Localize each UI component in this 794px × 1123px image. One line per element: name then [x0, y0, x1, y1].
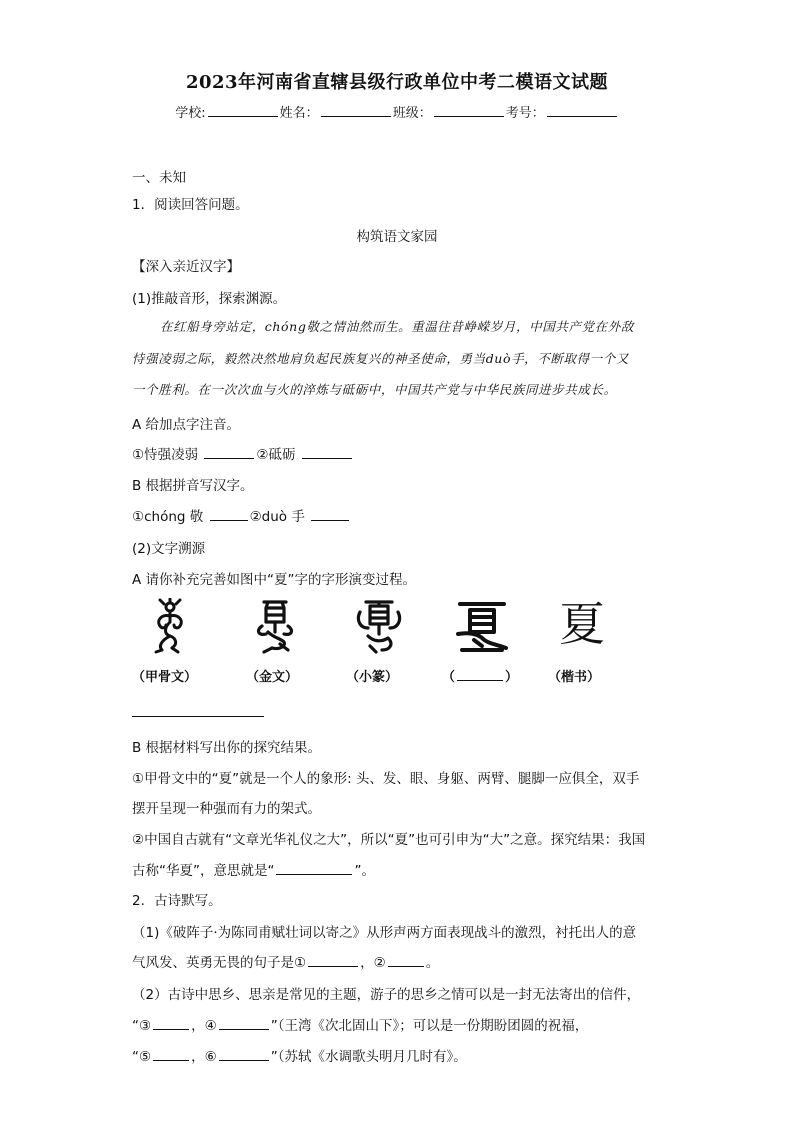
caption-regular-script: （楷书）	[548, 670, 601, 685]
school-label: 学校:	[175, 106, 206, 121]
answer-blank[interactable]	[219, 1047, 269, 1061]
material-2-line-2	[132, 859, 375, 879]
q2-sub1-line-1: （1)《破阵子·为陈同甫赋壮词以寄之》从形声两方面表现战斗的激烈，衬托出人的意	[132, 925, 637, 941]
answer-blank[interactable]	[219, 1016, 269, 1030]
q2-sub2-text-a: “③	[132, 1018, 152, 1034]
caption-open-paren: （	[442, 670, 456, 685]
class-blank[interactable]	[434, 103, 504, 117]
q2-sub1-text-a: 气风发、英勇无畏的句子是①	[132, 955, 307, 971]
passage-line-2: 恃强凌弱之际，毅然决然地肩负起民族复兴的神圣使命，勇当duò手，不断取得一个又	[132, 351, 629, 366]
answer-blank[interactable]	[302, 445, 352, 459]
section-tag: 【深入亲近汉字】	[132, 259, 240, 275]
small-seal-glyph	[350, 598, 410, 654]
answer-blank[interactable]	[153, 1047, 189, 1061]
caption-small-seal: （小篆）	[346, 670, 399, 685]
number-blank[interactable]	[547, 103, 617, 117]
passage-line-1: 在红船身旁站定，chóng敬之情油然而生。重温往昔峥嵘岁月，中国共产党在外敌	[160, 319, 634, 334]
task-A-item-1: ①恃强凌弱	[132, 447, 199, 463]
section-heading: 一、未知	[132, 170, 186, 186]
kaishu-character: 夏	[559, 597, 605, 651]
school-blank[interactable]	[208, 103, 278, 117]
material-1-line-1: ①甲骨文中的“夏”就是一个人的象形: 头、发、眼、身躯、两臂、腿脚一应俱全，双手	[132, 771, 640, 787]
question-1-stem: 1．阅读回答问题。	[132, 197, 249, 213]
bronze-glyph	[246, 598, 306, 654]
part-2-task-B: B 根据材料写出你的探究结果。	[132, 740, 322, 756]
oracle-bone-glyph	[142, 598, 202, 654]
q2-sub2-text-b: ，④	[191, 1018, 217, 1034]
answer-blank[interactable]	[311, 507, 349, 521]
clerical-glyph	[452, 598, 512, 654]
material-1-line-2: 摆开呈现一种强而有力的架式。	[132, 801, 321, 817]
q2-sub2-line-3	[132, 1045, 467, 1065]
task-A-label: A 给加点字注音。	[132, 417, 241, 433]
answer-blank[interactable]	[204, 445, 254, 459]
task-A-item-2: ②砥砺	[256, 447, 296, 463]
name-label: 姓名：	[279, 106, 319, 121]
task-B-item-2: ②duò 手	[249, 509, 305, 525]
answer-blank[interactable]	[276, 861, 352, 875]
answer-blank[interactable]	[153, 1016, 189, 1030]
answer-blank[interactable]	[388, 953, 424, 967]
result-prefix: 古称“华夏”，意思就是“	[132, 863, 275, 879]
q2-sub1-text-b: ，②	[360, 955, 386, 971]
q2-sub2-line-2	[132, 1014, 588, 1034]
task-B-item-1: ①chóng 敬	[132, 509, 204, 525]
part-2-heading: (2)文字溯源	[132, 541, 206, 557]
q2-sub2-text-d: “⑤	[132, 1049, 152, 1065]
answer-blank[interactable]	[457, 667, 503, 681]
exam-title: 2023年河南省直辖县级行政单位中考二模语文试题	[185, 72, 609, 93]
part-1-heading: (1)推敲音形，探索渊源。	[132, 291, 287, 307]
student-info-line	[0, 102, 794, 121]
answer-blank[interactable]	[308, 953, 358, 967]
name-blank[interactable]	[321, 103, 391, 117]
caption-bronze: （金文）	[246, 670, 299, 685]
answer-blank[interactable]	[210, 507, 248, 521]
caption-blank-script	[442, 666, 518, 685]
q2-sub1-text-c: 。	[425, 955, 440, 971]
q2-sub1-line-2	[132, 951, 439, 971]
material-2-line-1: ②中国自古就有“文章光华礼仪之大”，所以“夏”也可引申为“大”之意。探究结果：我国	[132, 832, 646, 848]
caption-close-paren: ）	[505, 670, 519, 685]
task-B-items	[132, 505, 351, 525]
q2-sub2-line-1: （2）古诗中思乡、思亲是常见的主题，游子的思乡之情可以是一封无法寄出的信件，	[132, 987, 641, 1003]
question-2-stem: 2．古诗默写。	[132, 893, 222, 909]
reading-subtitle: 构筑语文家园	[356, 229, 438, 245]
task-B-label: B 根据拼音写汉字。	[132, 478, 254, 494]
result-suffix: ”。	[354, 863, 375, 879]
q2-sub2-text-f: ”（苏轼《水调歌头明月几时有》。	[270, 1049, 467, 1065]
task-A-items	[132, 443, 354, 463]
number-label: 考号：	[505, 106, 545, 121]
q2-sub2-text-e: ，⑥	[191, 1049, 217, 1065]
regular-script-glyph	[552, 596, 612, 652]
caption-oracle-bone: （甲骨文）	[132, 670, 198, 685]
q2-sub2-text-c: ”（王湾《次北固山下》；可以是一份期盼团圆的祝福，	[270, 1018, 589, 1034]
class-label: 班级：	[392, 106, 432, 121]
part-2-task-A: A 请你补充完善如图中“夏”字的字形演变过程。	[132, 572, 417, 588]
divider	[132, 716, 264, 717]
passage-line-3: 一个胜利。在一次次血与火的淬炼与砥砺中，中国共产党与中华民族同进步共成长。	[132, 382, 617, 397]
